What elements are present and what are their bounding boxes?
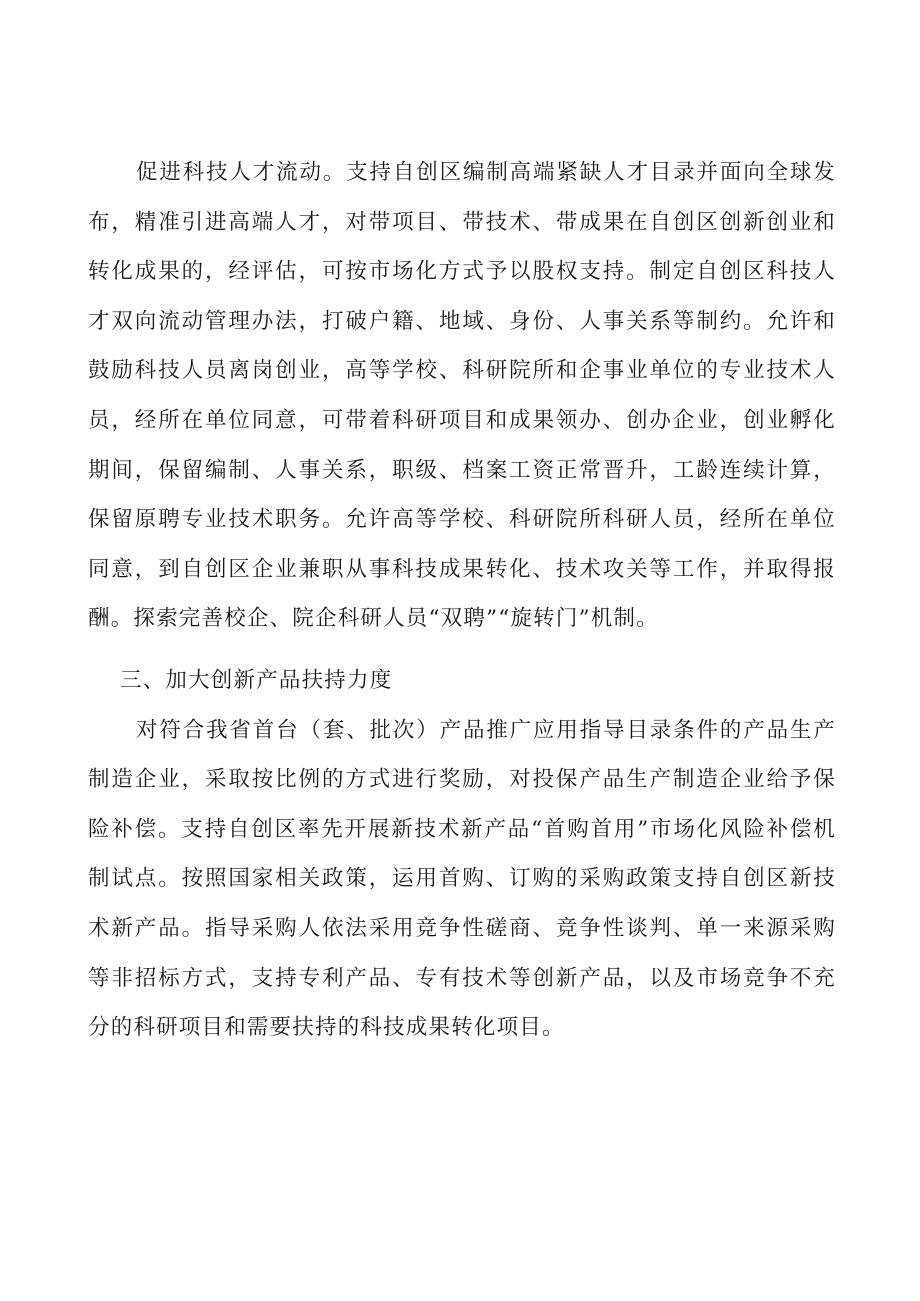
section-heading-innovation-products: 三、加大创新产品扶持力度 [120, 667, 393, 693]
document-body [88, 148, 836, 1053]
paragraph-talent-mobility: 促进科技人才流动。支持自创区编制高端紧缺人才目录并面向全球发布，精准引进高端人才，对带项目、带技术、带成果在自创区创新创业和转化成果的，经评估，可按市场化方式予以股权支持。制定自创区科技人才双向流动管理办法，打破户籍、地域、身份、人事关系等制约。允许和鼓励科技人员离岗创业，高等学校、科研院所和企事业单位的专业技术人员，经所在单位同意，可带着科研项目和成果领办、创办企业，创业孵化期间，保留编制、人事关系，职级、档案工资正常晋升，工龄连续计算，保留原聘专业技术职务。允许高等学校、科研院所科研人员，经所在单位同意，到自创区企业兼职从事科技成果转化、技术攻关等工作，并取得报酬。探索完善校企、院企科研人员“双聘”“旋转门”机制。 [88, 160, 836, 632]
paragraph-innovation-products: 对符合我省首台（套、批次）产品推广应用指导目录条件的产品生产制造企业，采取按比例的方式进行奖励，对投保产品生产制造企业给予保险补偿。支持自创区率先开展新技术新产品“首购首用”市场化风险补偿机制试点。按照国家相关政策，运用首购、订购的采购政策支持自创区新技术新产品。指导采购人依法采用竞争性磋商、竞争性谈判、单一来源采购等非招标方式，支持专利产品、专有技术等创新产品，以及市场竞争不充分的科研项目和需要扶持的科技成果转化项目。 [88, 717, 836, 1041]
